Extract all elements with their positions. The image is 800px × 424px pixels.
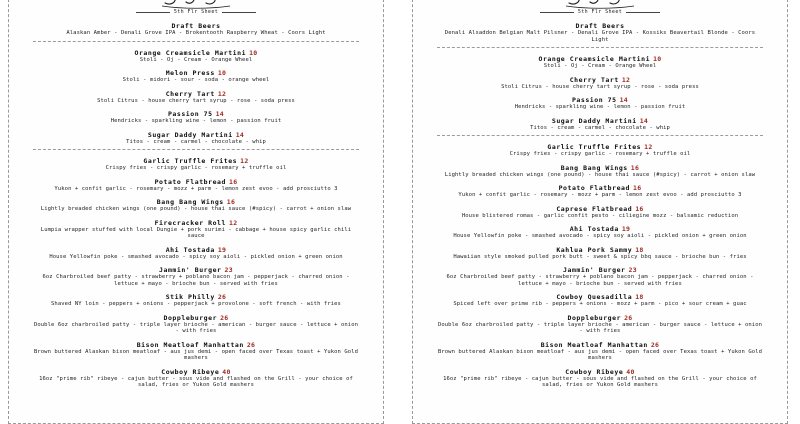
menu-item-desc: Lumpia wrapper stuffed with local Dungie + pork surimi - cabbage + house spicy garlic chili sauce <box>40 226 352 239</box>
menu-item-desc: Titos - cream - carmel - chocolate - whip <box>530 124 670 131</box>
menu-item-desc: Hendricks - sparkling wine - lemon - passion fruit <box>110 118 282 124</box>
menu-item-title <box>423 263 777 274</box>
menu-item-price: 18 <box>635 293 644 301</box>
menu-item-desc: Double 6oz charbroiled patty - triple layer brioche - american - burger sauce - lettuce + onion - with fries <box>33 321 359 334</box>
menu-item-desc: Crispy fries - crispy garlic - rosemary + truffle oil <box>105 165 287 171</box>
menu-item-title <box>423 181 777 192</box>
menu-item <box>423 222 777 240</box>
menu-item-desc: Alaskan Amber - Denali Grove IPA - Brokentooth Raspberry Wheat - Coors Light <box>66 30 326 36</box>
menu-item-title <box>19 290 373 301</box>
menu-item-desc: House blistered romas - garlic confit pesto - ciliegine mozz - balsamic reduction <box>461 212 739 219</box>
menu-item-price: 14 <box>215 110 225 118</box>
subtitle-line-left-icon <box>540 12 574 13</box>
menu-item-name: Orange Creamsicle Martini <box>134 48 247 57</box>
menu-item-name: Cowboy Ribeye <box>565 367 624 376</box>
menu-item-title <box>19 216 373 227</box>
menu-item-name: Bang Bang Wings <box>156 198 224 206</box>
section-divider <box>437 135 763 136</box>
menu-item-price: 19 <box>621 225 631 233</box>
menu-item-title <box>19 338 373 349</box>
menu-item-price: 18 <box>635 245 644 254</box>
menu-item-name: Cherry Tart <box>165 89 215 98</box>
menu-item <box>423 263 777 287</box>
menu-header <box>9 0 383 15</box>
menu-item-name: Jammin' Burger <box>563 266 626 274</box>
menu-item-name: Potato Flatbread <box>558 184 630 192</box>
subtitle-text: 5th Flr Sheet <box>173 9 219 15</box>
menu-item <box>19 19 373 37</box>
menu-item-price: 16 <box>228 177 238 186</box>
menu-item <box>423 181 777 199</box>
menu-item <box>19 216 373 240</box>
menu-item-price: 12 <box>240 157 249 165</box>
restaurant-logo <box>552 0 648 9</box>
menu-item-title <box>423 311 777 322</box>
menu-item <box>19 338 373 362</box>
menu-section <box>19 19 373 37</box>
menu-item <box>423 114 777 132</box>
menu-item-title <box>423 290 777 301</box>
menu-item-price: 26 <box>246 340 256 349</box>
menu-item-name: Doppleburger <box>163 313 218 322</box>
menu-item-desc: Lightly breaded chicken wings (one pound) - house thai sauce (#spicy) - carrot + onion slaw <box>444 171 756 178</box>
menu-item <box>423 161 777 179</box>
menu-item-price: 19 <box>217 245 227 254</box>
menu-item-desc: Denali Alsaddon Belgian Malt Pilsner - Denali Grove IPA - Kossiks Beavertail Blonde - Coors Light <box>444 30 756 43</box>
menu-item-price: 23 <box>224 266 233 274</box>
menu-item-name: Kahlua Pork Sammy <box>556 245 633 254</box>
menu-item-price: 40 <box>626 367 635 376</box>
menu-item-name: Potato Flatbread <box>154 177 226 186</box>
menu-item-title <box>423 222 777 233</box>
menu-item-desc: Crispy fries - crispy garlic - rosemary + truffle oil <box>509 151 691 157</box>
menu-item-desc: Lightly breaded chicken wings (one pound) - house thai sauce (#spicy) - carrot + onion slaw <box>40 206 352 212</box>
menu-item-desc: Yukon + confit garlic - rosemary - mozz + parm - lemon zest evoo - add prosciutto 3 <box>54 185 338 192</box>
menu-item-price: 16 <box>632 184 642 192</box>
menu-item-price: 16 <box>635 204 644 213</box>
menu-item-name: Draft Beers <box>575 22 625 30</box>
menu-item-price: 10 <box>249 48 258 57</box>
subtitle-line-right-icon <box>222 12 256 13</box>
menu-item-title <box>19 66 373 77</box>
menu-item-desc: 6oz Charbroiled beef patty - strawberry + poblano bacon jam - pepperjack - charred onion - lettuce + mayo - brioche bun - served with fries <box>42 274 350 287</box>
menu-item <box>423 73 777 91</box>
menu-item-name: Jammin' Burger <box>159 266 222 274</box>
menu-item-desc: Double 6oz charbroiled patty - triple layer brioche - american - burger sauce - lettuce + onion - with fries <box>437 321 763 334</box>
menu-item-price: 26 <box>624 313 633 322</box>
menu-item <box>19 365 373 389</box>
menu-item-price: 14 <box>235 130 245 139</box>
menu-item <box>19 128 373 146</box>
menu-item-desc: Titos - cream - carmel - chocolate - whip <box>126 138 266 145</box>
menu-item-title <box>19 128 373 139</box>
section-divider <box>33 149 359 150</box>
menu-item-desc: Hendricks - sparkling wine - lemon - passion fruit <box>514 104 686 110</box>
menu-item-title <box>423 73 777 84</box>
menu-item-desc: Stoli - Oj - Cream - Orange Wheel <box>139 56 253 63</box>
menu-item-title <box>19 19 373 30</box>
menu-item-price: 12 <box>621 75 631 84</box>
menu-item-desc: 16oz "prime rib" ribeye - cajun butter - sous vide and flashed on the Grill - your choice of salad, fries or Yukon Gold mashers <box>443 375 757 388</box>
menu-item <box>423 290 777 308</box>
menu-item-price: 16 <box>630 163 640 172</box>
menu-header <box>413 0 787 15</box>
menu-item-desc: Yukon + confit garlic - rosemary - mozz + parm - lemon zest evoo - add prosciutto 3 <box>458 192 742 198</box>
section-divider <box>33 41 359 42</box>
menu-item-desc: Spiced left over prime rib - peppers + onions - mozz + parm - pico + sour cream + guac <box>453 301 747 307</box>
menu-item-name: Doppleburger <box>567 313 622 322</box>
restaurant-logo <box>148 0 244 9</box>
menu-item <box>423 19 777 43</box>
menu-item-name: Ahi Tostada <box>165 245 215 254</box>
menu-item-title <box>423 19 777 30</box>
subtitle-line-right-icon <box>626 12 660 13</box>
menu-item-price: 26 <box>650 340 660 349</box>
menu-item-name: Bison Meatloaf Manhattan <box>540 340 648 349</box>
menu-section <box>423 19 777 43</box>
menu-item-title <box>19 263 373 274</box>
menu-item-title <box>19 175 373 186</box>
menu-item-name: Garlic Truffle Frites <box>143 157 238 165</box>
menu-item-title <box>423 114 777 125</box>
menu-item-desc: Stoli - midori - sour - soda - orange wheel <box>122 77 270 83</box>
menu-item-title <box>423 338 777 349</box>
menu-item-name: Passion 75 <box>167 110 213 118</box>
menu-item-desc: Hawaiian style smoked pulled pork butt - sweet & spicy bbq sauce - brioche bun - fries <box>453 253 747 260</box>
menu-item-desc: 6oz Charbroiled beef patty - strawberry + poblano bacon jam - pepperjack - charred onion - lettuce + mayo - brioche bun - served with fries <box>446 274 754 287</box>
menu-item-desc: Shaved NY loin - peppers + onions - pepperjack + provolone - soft french - with fries <box>51 301 341 307</box>
menu-item <box>423 202 777 220</box>
menu-item-title <box>19 365 373 376</box>
menu-item-desc: Stoli Citrus - house cherry tart syrup - rose - soda press <box>97 97 295 104</box>
menu-item-title <box>19 46 373 57</box>
menu-item-price: 40 <box>222 367 231 376</box>
menu-item-name: Melon Press <box>165 69 215 77</box>
menu-item-price: 12 <box>228 218 238 227</box>
section-divider <box>437 47 763 48</box>
menu-item-name: Cowboy Quesadilla <box>556 293 633 301</box>
menu-item-desc: Stoli - Oj - Cream - Orange Wheel <box>543 63 657 69</box>
menu-item <box>19 66 373 84</box>
menu-section <box>423 140 777 389</box>
menu-item-price: 12 <box>217 89 227 98</box>
menu-item-name: Cowboy Ribeye <box>161 367 220 376</box>
menu-item-title <box>423 202 777 213</box>
menu-item-price: 12 <box>644 143 653 151</box>
menu-item-title <box>19 87 373 98</box>
menu-item-name: Garlic Truffle Frites <box>547 143 642 151</box>
menu-item-name: Stik Philly <box>165 293 215 301</box>
menu-item-name: Passion 75 <box>571 96 617 104</box>
menu-item-desc: Stoli Citrus - house cherry tart syrup - rose - soda press <box>501 83 699 90</box>
menu-item-name: Sugar Daddy Martini <box>147 130 233 139</box>
menu-body <box>9 15 383 389</box>
menu-body <box>413 15 787 389</box>
menu-item <box>19 290 373 308</box>
menu-item-name: Sugar Daddy Martini <box>551 116 637 125</box>
menu-item <box>423 243 777 261</box>
menu-item-price: 14 <box>619 96 629 104</box>
menu-item <box>19 154 373 172</box>
menu-item-title <box>19 154 373 165</box>
subtitle-text: 5th Flr Sheet <box>577 9 623 15</box>
menu-item <box>423 93 777 111</box>
menu-item <box>423 311 777 335</box>
menu-item <box>19 195 373 213</box>
menu-item-name: Bang Bang Wings <box>560 163 628 172</box>
menu-item <box>423 338 777 362</box>
menu-item-desc: House Yellowfin poke - smashed avocado - spicy soy aioli - pickled onion + green onion <box>49 253 343 260</box>
menu-section <box>19 46 373 146</box>
menu-item <box>19 243 373 261</box>
menu-item-name: Caprese Flatbread <box>556 204 633 213</box>
menu-item <box>19 87 373 105</box>
menu-item-desc: Brown buttered Alaskan bison meatloaf - aus jus demi - open faced over Texas toast + Yukon Gold mashers <box>437 348 763 361</box>
menu-item-title <box>423 140 777 151</box>
menu-page-left <box>8 0 384 424</box>
menu-item <box>423 365 777 389</box>
menu-item-price: 10 <box>653 55 662 63</box>
menu-item <box>19 311 373 335</box>
menu-page-right <box>412 0 788 424</box>
menu-item-name: Orange Creamsicle Martini <box>538 55 651 63</box>
menu-item-desc: House Yellowfin poke - smashed avocado - spicy soy aioli - pickled onion + green onion <box>453 233 747 239</box>
menu-item <box>423 52 777 70</box>
subtitle-line-left-icon <box>136 12 170 13</box>
menu-item <box>19 46 373 64</box>
menu-item-price: 16 <box>226 198 236 206</box>
menu-item <box>423 140 777 158</box>
menu-item-name: Draft Beers <box>171 22 221 30</box>
menu-item-price: 14 <box>639 116 649 125</box>
menu-item-desc: 16oz "prime rib" ribeye - cajun butter - sous vide and flashed on the Grill - your choice of salad, fries or Yukon Gold mashers <box>39 375 353 388</box>
menu-section <box>19 154 373 389</box>
menu-item-title <box>19 195 373 206</box>
menu-section <box>423 52 777 131</box>
menu-item-title <box>19 311 373 322</box>
menu-item-name: Cherry Tart <box>569 75 619 84</box>
menu-item-price: 26 <box>220 313 229 322</box>
menu-item <box>19 107 373 125</box>
menu-item-title <box>423 93 777 104</box>
menu-item-price: 26 <box>217 293 227 301</box>
menu-item-name: Firecracker Roll <box>154 218 226 227</box>
menu-item-title <box>423 161 777 172</box>
menu-item-title <box>19 107 373 118</box>
menu-item-price: 23 <box>628 266 637 274</box>
menu-item-name: Ahi Tostada <box>569 225 619 233</box>
menu-item-title <box>423 365 777 376</box>
menu-item-title <box>423 243 777 254</box>
menu-item-price: 10 <box>217 69 227 77</box>
menu-item-title <box>423 52 777 63</box>
menu-item <box>19 263 373 287</box>
menu-item <box>19 175 373 193</box>
menu-item-title <box>19 243 373 254</box>
menu-item-name: Bison Meatloaf Manhattan <box>136 340 244 349</box>
menu-item-desc: Brown buttered Alaskan bison meatloaf - aus jus demi - open faced over Texas toast + Yukon Gold mashers <box>33 348 359 361</box>
